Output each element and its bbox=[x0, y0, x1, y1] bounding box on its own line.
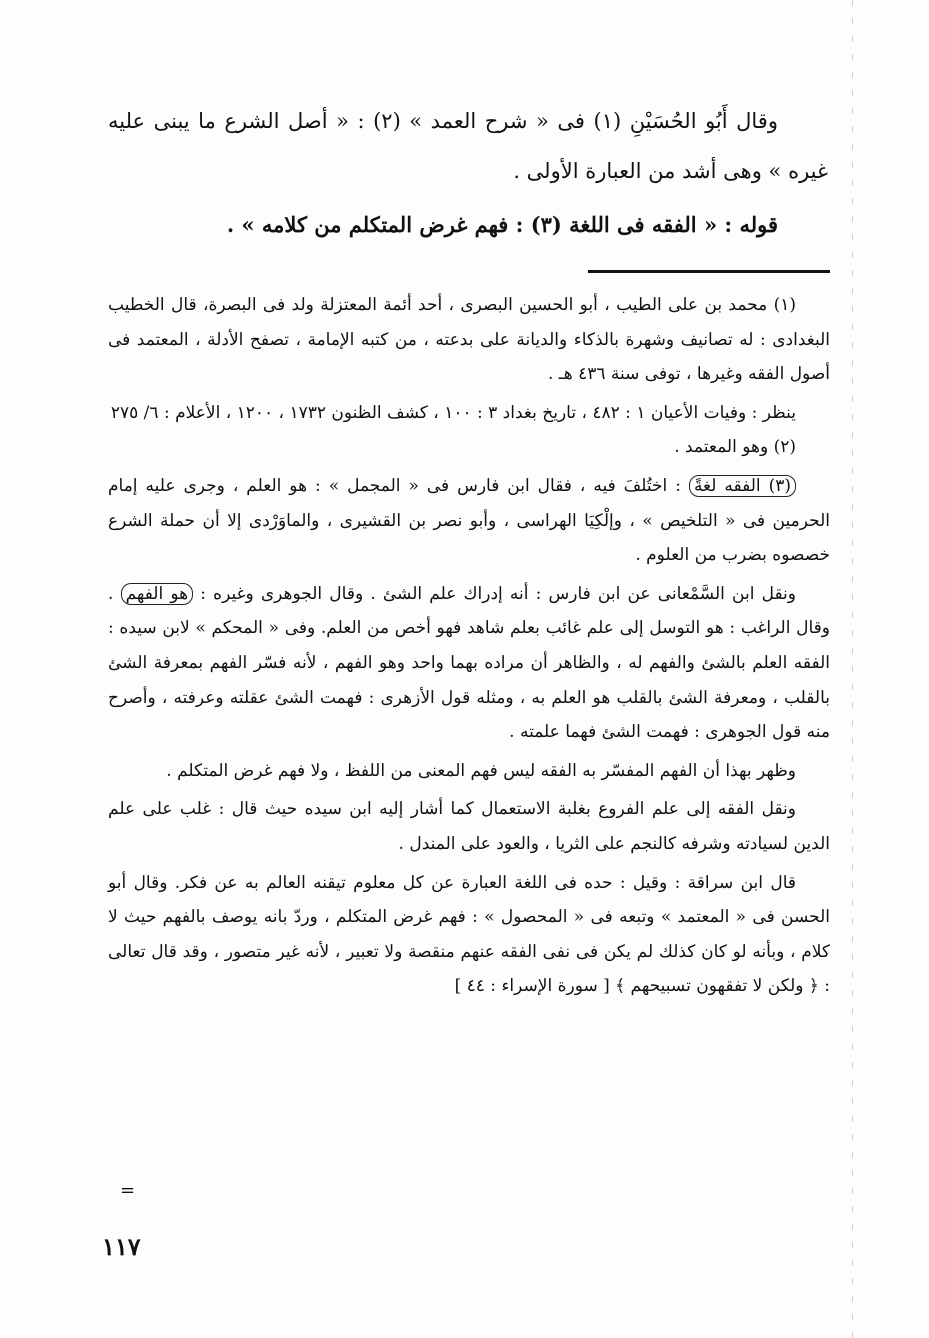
page-number: ١١٧ bbox=[102, 1232, 141, 1261]
footnotes-block bbox=[108, 288, 830, 1004]
footnote-3-text: : اختُلفَ فيه ، فقال ابن فارس فى « المجمل » : هو العلم ، وجرى عليه إمام الحرمين فى « التلخيص » ، وإلْكِيَا الهراسى ، وأبو نصر بن القشيرى ، والماوَرْدى إلا أن حملة الشرع خصصوه بضرب من العلوم . bbox=[108, 475, 830, 566]
footnote-3-paragraph bbox=[108, 577, 830, 750]
footnote-1-references: ينظر : وفيات الأعيان ١ : ٤٨٢ ، تاريخ بغداد ٣ : ١٠٠ ، كشف الظنون ١٧٣٢ ، ١٢٠٠ ، الأعلام : ٦/ ٢٧٥ bbox=[110, 402, 796, 423]
footnote-3-text: . وقال الراغب : هو التوسل إلى علم غائب بعلم شاهد فهو أخص من العلم. وفى « المحكم » لابن سيده : الفقه العلم بالشئ والفهم له ، والظاهر أن مراده بهما واحد وهو الفهم ، لأنه فسّر الفهم بمعرفة الشئ بالقلب ، ومعرفة الشئ بالقلب هو العلم به ، ومثله قول الأزهرى : فهمت الشئ عقلته وعرفته ، وأصرح منه قول الجوهرى : فهمت الشئ فهما علمته . bbox=[108, 583, 830, 743]
scan-edge-line bbox=[852, 0, 853, 1338]
circled-phrase: هو الفهم bbox=[121, 583, 194, 605]
main-paragraph: وقال أَبُو الحُسَيْنِ (١) فى « شرح العمد » (٢) : « أصل الشرع ما يبنى عليه غيره » وهى أشد من العبارة الأولى . bbox=[108, 109, 828, 183]
footnote-separator bbox=[588, 270, 830, 273]
footnote-3-paragraph: ونقل الفقه إلى علم الفروع بغلبة الاستعمال كما أشار إليه ابن سيده حيث قال : غلب على علم الدين لسيادته وشرفه كالنجم على الثريا ، والعود على المندل . bbox=[108, 799, 830, 854]
footnote-3-paragraph: وظهر بهذا أن الفهم المفسّر به الفقه ليس فهم المعنى من اللفظ ، ولا فهم غرض المتكلم . bbox=[166, 760, 796, 781]
footnote-3-heading: (٣) الفقه لغةً bbox=[689, 475, 796, 497]
footnote-3-text: ونقل ابن السَّمْعانى عن ابن فارس : أنه إدراك علم الشئ . وقال الجوهرى وغيره : bbox=[200, 583, 796, 604]
continuation-mark: = bbox=[120, 1180, 136, 1201]
main-text-block bbox=[108, 96, 828, 250]
footnote-2: (٢) وهو المعتمد . bbox=[674, 437, 796, 458]
footnote-1: (١) محمد بن على الطيب ، أبو الحسين البصرى ، أحد أئمة المعتزلة ولد فى البصرة، قال الخطيب البغدادى : له تصانيف وشهرة بالذكاء والديانة على بدعته ، من كتبه الإمامة ، تصفح الأدلة ، المعتمد فى أصول الفقه وغيرها ، توفى سنة ٤٣٦ هـ . bbox=[108, 295, 830, 385]
footnote-3-paragraph: قال ابن سراقة : وقيل : حده فى اللغة العبارة عن كل معلوم تيقنه العالم به عن فكر. وقال أبو الحسن فى « المعتمد » وتبعه فى « المحصول » : فهم غرض المتكلم ، وردّ بانه يوصف بالفهم حيث لا كلام ، وبأنه لو كان كذلك لم يكن فى نفى الفقه عنهم منقصة ولا تعبير ، لأنه غير متصور ، وقد قال تعالى : ﴿ ولكن لا تفقهون تسبيحهم ﴾ [ سورة الإسراء : ٤٤ ] bbox=[108, 872, 830, 997]
footnote-3 bbox=[108, 469, 830, 573]
quoted-definition: قوله : « الفقه فى اللغة (٣) : فهم غرض المتكلم من كلامه » . bbox=[226, 212, 778, 237]
